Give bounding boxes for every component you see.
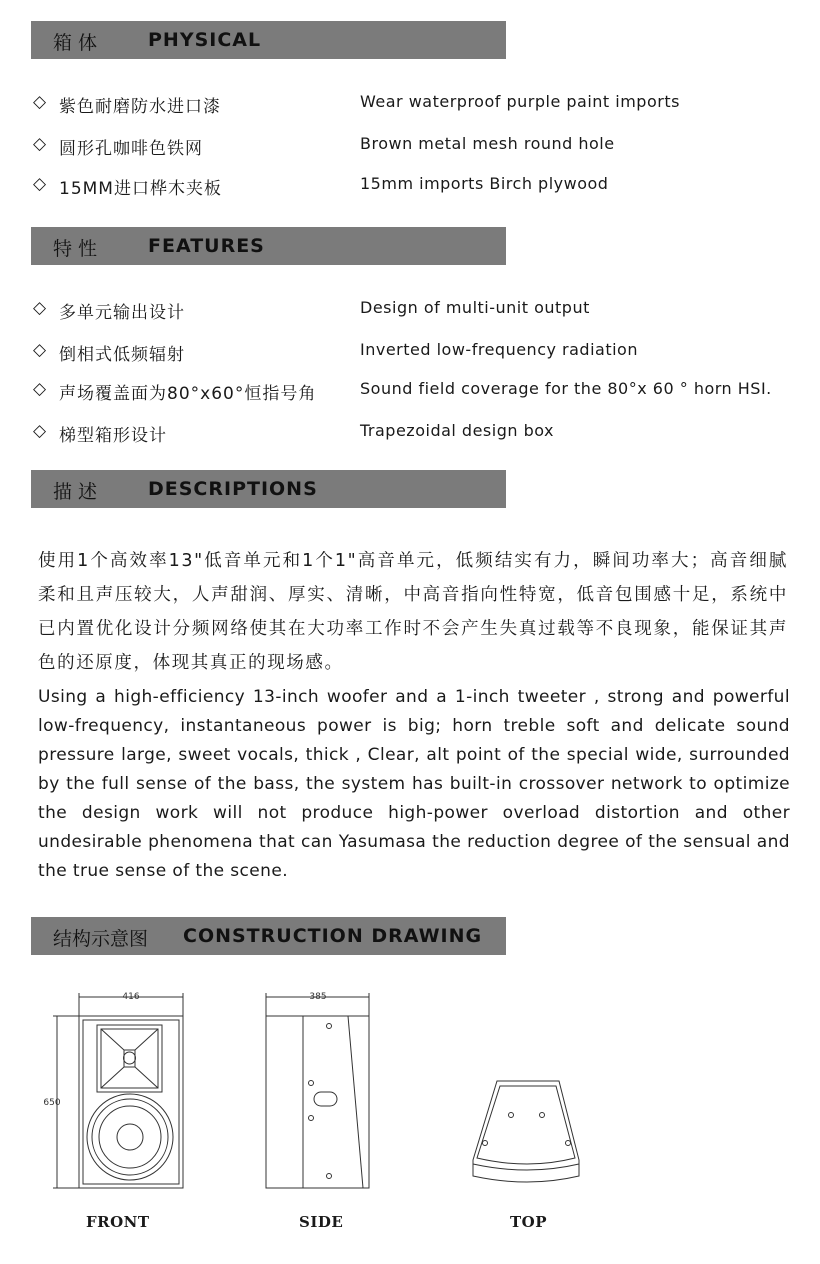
diamond-bullet-icon: ◇ bbox=[33, 92, 47, 112]
section-header-features bbox=[31, 227, 506, 265]
section-header-physical bbox=[31, 21, 506, 59]
top-label: TOP bbox=[510, 1213, 548, 1231]
feature-item bbox=[33, 298, 793, 322]
section-title-en: CONSTRUCTION DRAWING bbox=[183, 925, 483, 947]
item-label-en: 15mm imports Birch plywood bbox=[360, 174, 609, 193]
item-label-en: Trapezoidal design box bbox=[360, 421, 555, 440]
feature-item bbox=[33, 379, 793, 403]
section-title-cn: 结构示意图 bbox=[53, 928, 149, 950]
front-label: FRONT bbox=[86, 1213, 150, 1231]
item-label-cn: 紫色耐磨防水进口漆 bbox=[59, 97, 221, 117]
item-label-cn: 圆形孔咖啡色铁网 bbox=[59, 139, 203, 159]
section-title-en: DESCRIPTIONS bbox=[148, 478, 318, 500]
section-title-cn: 箱 体 bbox=[53, 32, 98, 54]
physical-item bbox=[33, 92, 793, 116]
front-height-dimension: 650 bbox=[43, 1098, 61, 1108]
item-label-en: Sound field coverage for the 80°x 60 ° horn HSI. bbox=[360, 379, 772, 398]
section-title-cn: 特 性 bbox=[53, 238, 98, 260]
diamond-bullet-icon: ◇ bbox=[33, 298, 47, 318]
section-title-en: PHYSICAL bbox=[148, 29, 262, 51]
item-label-cn: 梯型箱形设计 bbox=[59, 426, 167, 446]
section-header-descriptions bbox=[31, 470, 506, 508]
side-label: SIDE bbox=[299, 1213, 344, 1231]
item-label-cn: 15MM进口桦木夹板 bbox=[59, 179, 222, 199]
section-title-en: FEATURES bbox=[148, 235, 265, 257]
diamond-bullet-icon: ◇ bbox=[33, 134, 47, 154]
side-view-drawing bbox=[266, 993, 369, 1188]
physical-item bbox=[33, 174, 793, 198]
diamond-bullet-icon: ◇ bbox=[33, 421, 47, 441]
description-text-cn: 使用1个高效率13"低音单元和1个1"高音单元，低频结实有力，瞬间功率大；高音细腻柔和且声压较大，人声甜润、厚实、清晰，中高音指向性特宽，低音包围感十足，系统中已内置优化设计分频网络使其在大功率工作时不会产生失真过载等不良现象，能保证其声色的还原度，体现其真正的现场感。 bbox=[38, 551, 788, 673]
physical-item bbox=[33, 134, 793, 158]
side-depth-dimension: 385 bbox=[309, 992, 327, 1002]
feature-item bbox=[33, 421, 793, 445]
front-width-dimension: 416 bbox=[122, 992, 140, 1002]
item-label-en: Design of multi-unit output bbox=[360, 298, 590, 317]
diamond-bullet-icon: ◇ bbox=[33, 340, 47, 360]
front-view-drawing bbox=[53, 993, 183, 1188]
construction-drawings bbox=[0, 975, 820, 1210]
item-label-en: Wear waterproof purple paint imports bbox=[360, 92, 680, 111]
diamond-bullet-icon: ◇ bbox=[33, 174, 47, 194]
item-label-en: Inverted low-frequency radiation bbox=[360, 340, 638, 359]
section-title-cn: 描 述 bbox=[53, 481, 98, 503]
description-text-en: Using a high-efficiency 13-inch woofer and a 1-inch tweeter , strong and powerful low-frequency, instantaneous power is big; horn treble soft and delicate sound pressure large, sweet vocals, thick , Clear, alt point of the special wide, surrounded by the full sense of the bass, the system has built-in crossover network to optimize the design work will not produce high-power overload distortion and other undesirable phenomena that can Yasumasa the reduction degree of the sensual and the true sense of the scene. bbox=[38, 687, 790, 881]
top-view-drawing bbox=[473, 1081, 579, 1182]
item-label-cn: 多单元输出设计 bbox=[59, 303, 185, 323]
item-label-en: Brown metal mesh round hole bbox=[360, 134, 615, 153]
feature-item bbox=[33, 340, 793, 364]
item-label-cn: 倒相式低频辐射 bbox=[59, 345, 185, 365]
section-header-construction bbox=[31, 917, 506, 955]
item-label-cn: 声场覆盖面为80°x60°恒指号角 bbox=[59, 384, 317, 404]
diamond-bullet-icon: ◇ bbox=[33, 379, 47, 399]
